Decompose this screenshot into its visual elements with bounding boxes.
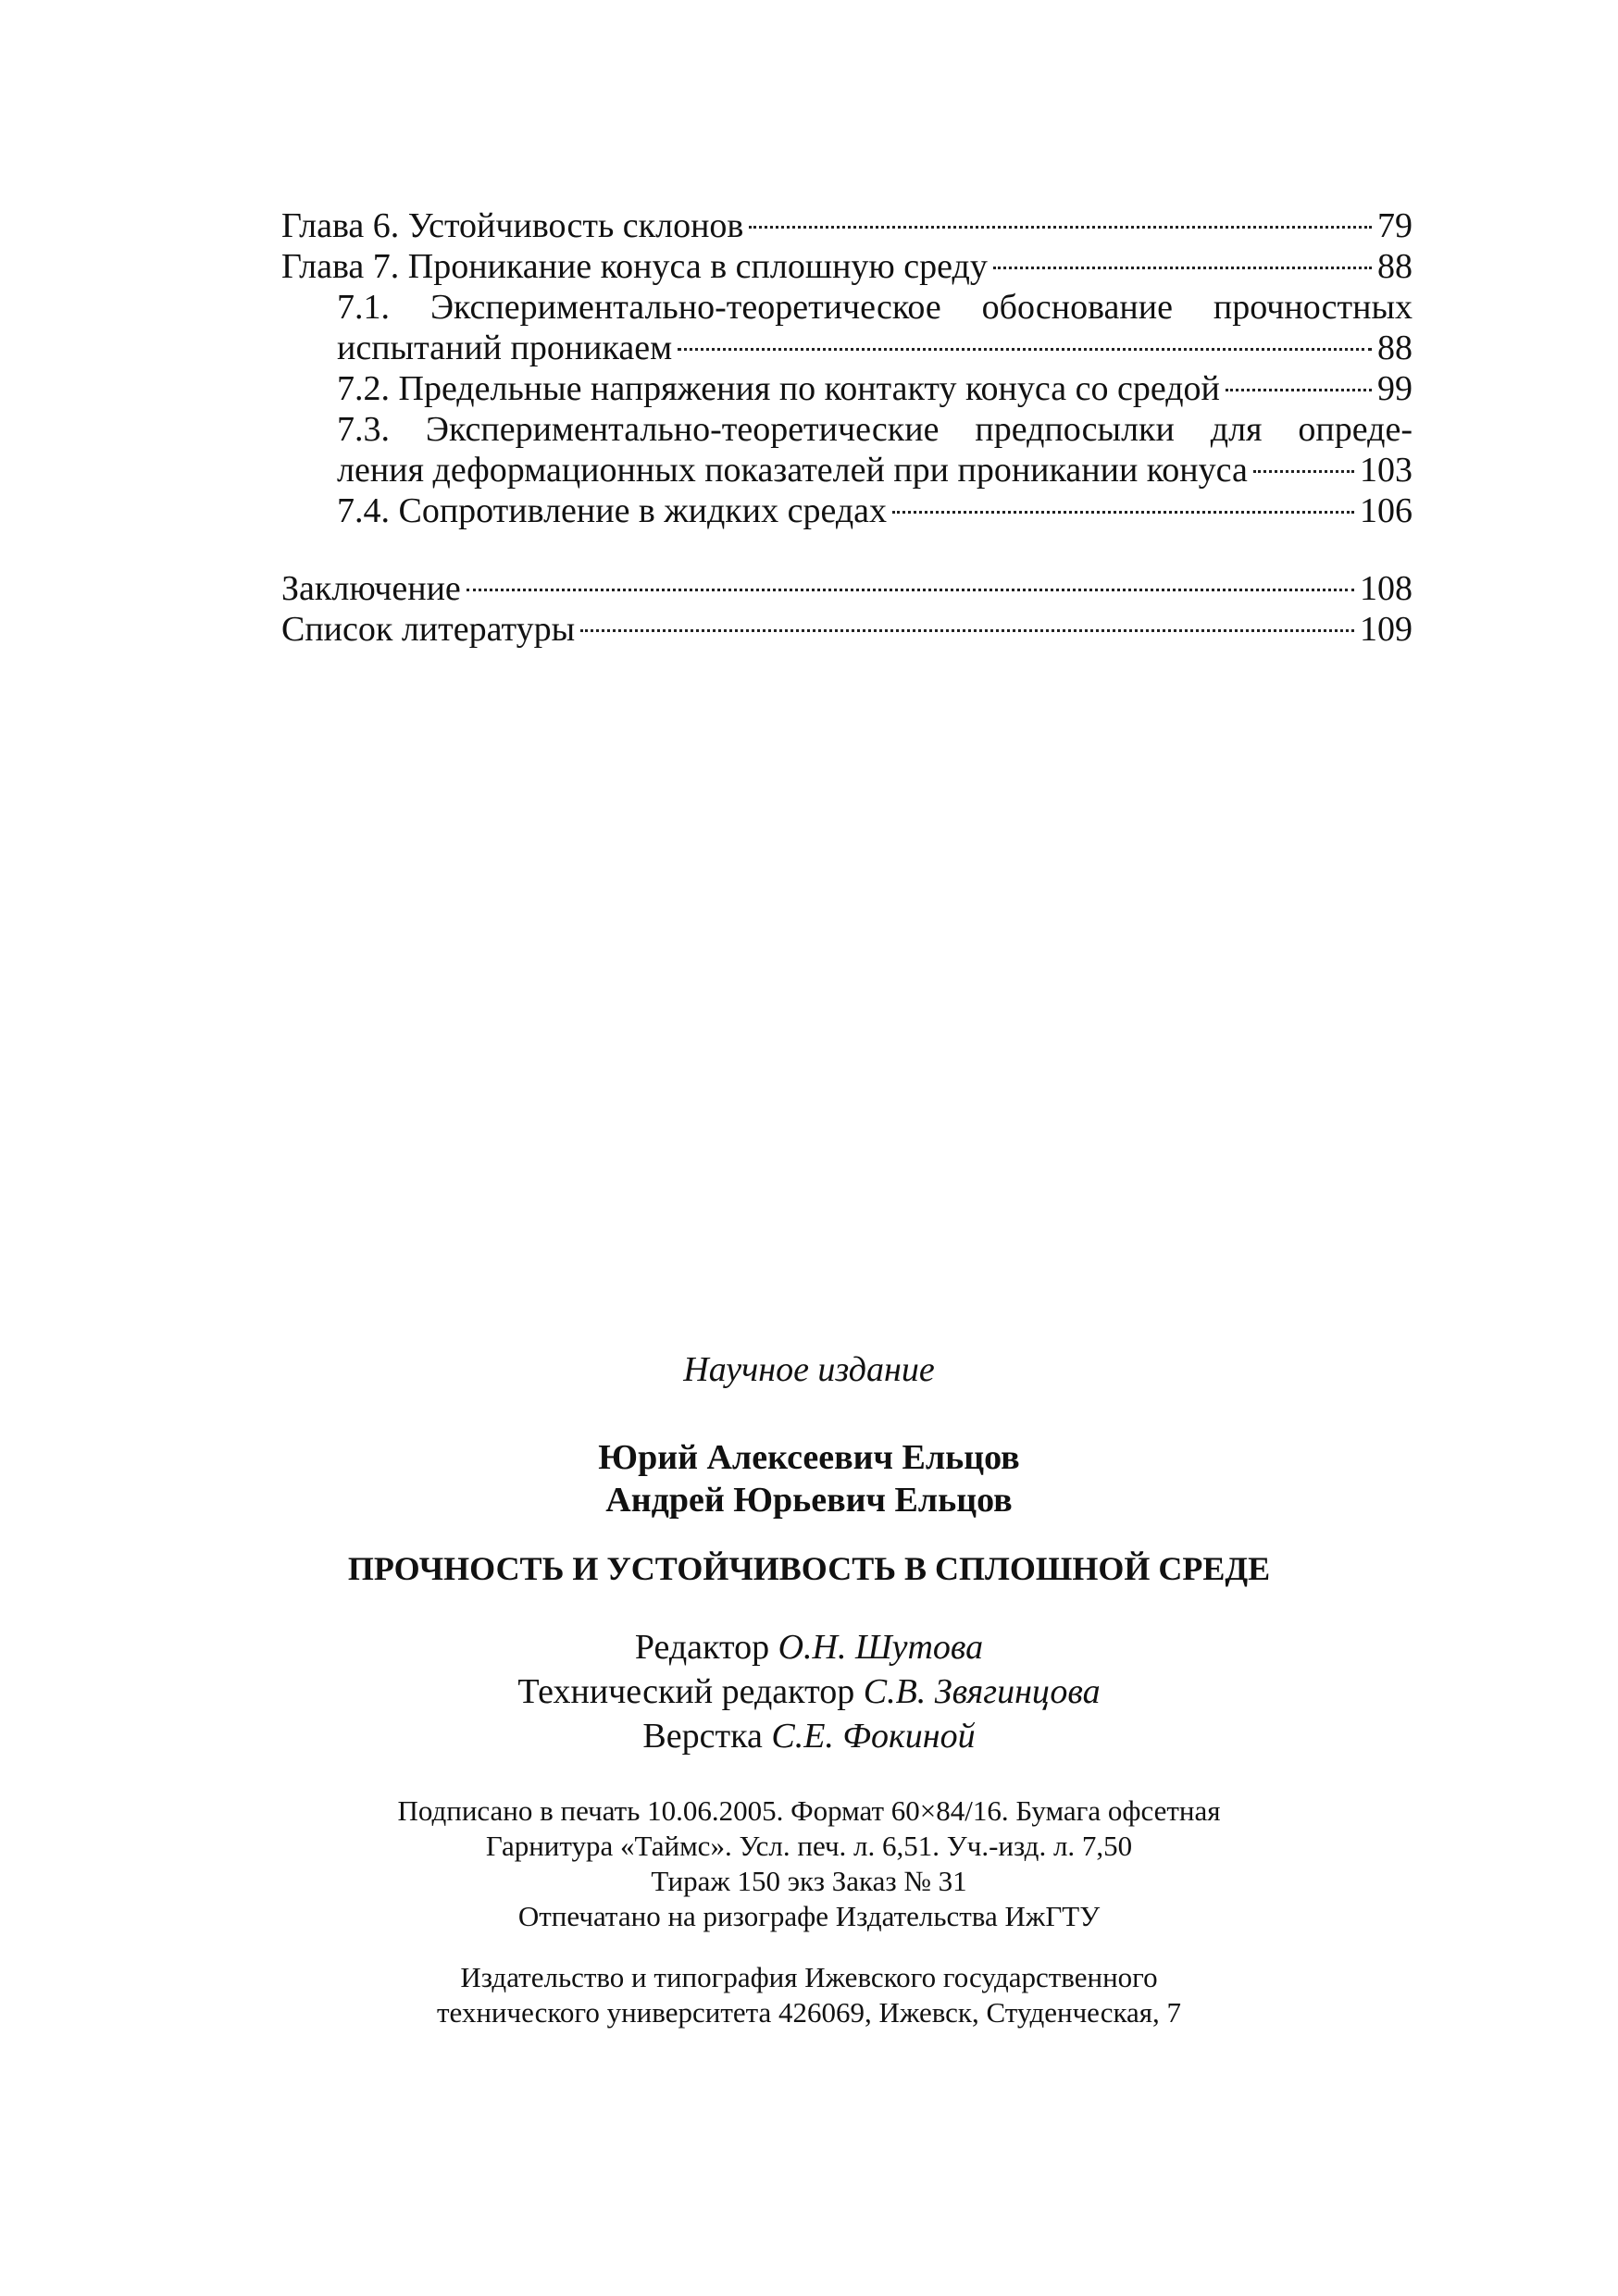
print-info <box>0 1793 1618 1934</box>
toc-entry-7-1-line1: 7.1. Экспериментально-теоретическое обоснование прочностных <box>337 288 1413 327</box>
toc-leader-dots <box>467 589 1354 591</box>
toc-entry-title: испытаний проникаем <box>337 329 673 367</box>
toc-entry-7-2 <box>281 368 1413 409</box>
toc-entry-bibliography <box>281 609 1413 650</box>
book-title: ПРОЧНОСТЬ И УСТОЙЧИВОСТЬ В СПЛОШНОЙ СРЕДЕ <box>347 1550 1271 1587</box>
credit-person: О.Н. Шутова <box>778 1628 984 1667</box>
toc-entry-title: 7.2. Предельные напряжения по контакту конуса со средой <box>337 369 1220 408</box>
table-of-contents <box>281 205 1413 650</box>
credit-person: С.Е. Фокиной <box>771 1717 976 1756</box>
toc-page-number: 99 <box>1377 369 1413 408</box>
toc-entry-title: Список литературы <box>281 610 576 649</box>
print-info-line: Тираж 150 экз Заказ № 31 <box>651 1865 967 1897</box>
toc-page-number: 79 <box>1377 206 1413 245</box>
credit-role: Редактор <box>634 1628 770 1667</box>
credits <box>0 1625 1618 1758</box>
toc-leader-dots <box>678 348 1372 351</box>
edition-type: Научное издание <box>683 1350 935 1389</box>
toc-page-number: 109 <box>1360 610 1413 649</box>
publisher-line: технического университета 426069, Ижевск, Студенческая, 7 <box>436 1996 1182 2029</box>
print-info-line: Отпечатано на ризографе Издательства ИжГТУ <box>517 1900 1101 1932</box>
toc-entry-title: 7.4. Сопротивление в жидких средах <box>337 491 888 530</box>
toc-entry-title: Глава 7. Проникание конуса в сплошную среду <box>281 247 988 286</box>
print-info-line: Подписано в печать 10.06.2005. Формат 60×84/16. Бумага офсетная <box>397 1794 1221 1827</box>
credit-line <box>0 1714 1618 1758</box>
toc-spacer <box>281 531 1413 568</box>
credit-role: Верстка <box>642 1717 763 1756</box>
toc-page-number: 88 <box>1377 247 1413 286</box>
credit-person: С.В. Звягинцова <box>863 1672 1101 1711</box>
authors <box>0 1436 1618 1521</box>
toc-leader-dots <box>580 629 1354 632</box>
toc-page-number: 106 <box>1360 491 1413 530</box>
publisher-line: Издательство и типография Ижевского государственного <box>460 1961 1158 1993</box>
toc-entry-conclusion <box>281 568 1413 609</box>
print-info-line: Гарнитура «Таймс». Усл. печ. л. 6,51. Уч.-изд. л. 7,50 <box>485 1830 1133 1862</box>
author-name: Андрей Юрьевич Ельцов <box>605 1481 1013 1520</box>
toc-leader-dots <box>1253 470 1354 473</box>
toc-entry-chapter-7 <box>281 246 1413 287</box>
toc-entry-title: Заключение <box>281 569 461 608</box>
toc-entry-title: ления деформационных показателей при проникании конуса <box>337 451 1248 490</box>
toc-entry-7-3 <box>281 450 1413 490</box>
toc-page-number: 108 <box>1360 569 1413 608</box>
author-name: Юрий Алексеевич Ельцов <box>598 1438 1020 1477</box>
credit-line <box>0 1669 1618 1714</box>
toc-leader-dots <box>749 226 1372 229</box>
toc-entry-7-3-line1: 7.3. Экспериментально-теоретические предпосылки для опреде- <box>337 410 1413 449</box>
toc-entry-chapter-6 <box>281 205 1413 246</box>
credit-role: Технический редактор <box>517 1672 855 1711</box>
toc-page-number: 88 <box>1377 329 1413 367</box>
toc-entry-7-1 <box>281 328 1413 368</box>
toc-entry-title: Глава 6. Устойчивость склонов <box>281 206 744 245</box>
toc-entry-7-4 <box>281 490 1413 531</box>
toc-leader-dots <box>1226 389 1372 391</box>
credit-line <box>0 1625 1618 1669</box>
toc-leader-dots <box>993 267 1372 269</box>
toc-leader-dots <box>892 511 1354 514</box>
publisher-info <box>0 1960 1618 2030</box>
toc-page-number: 103 <box>1360 451 1413 490</box>
